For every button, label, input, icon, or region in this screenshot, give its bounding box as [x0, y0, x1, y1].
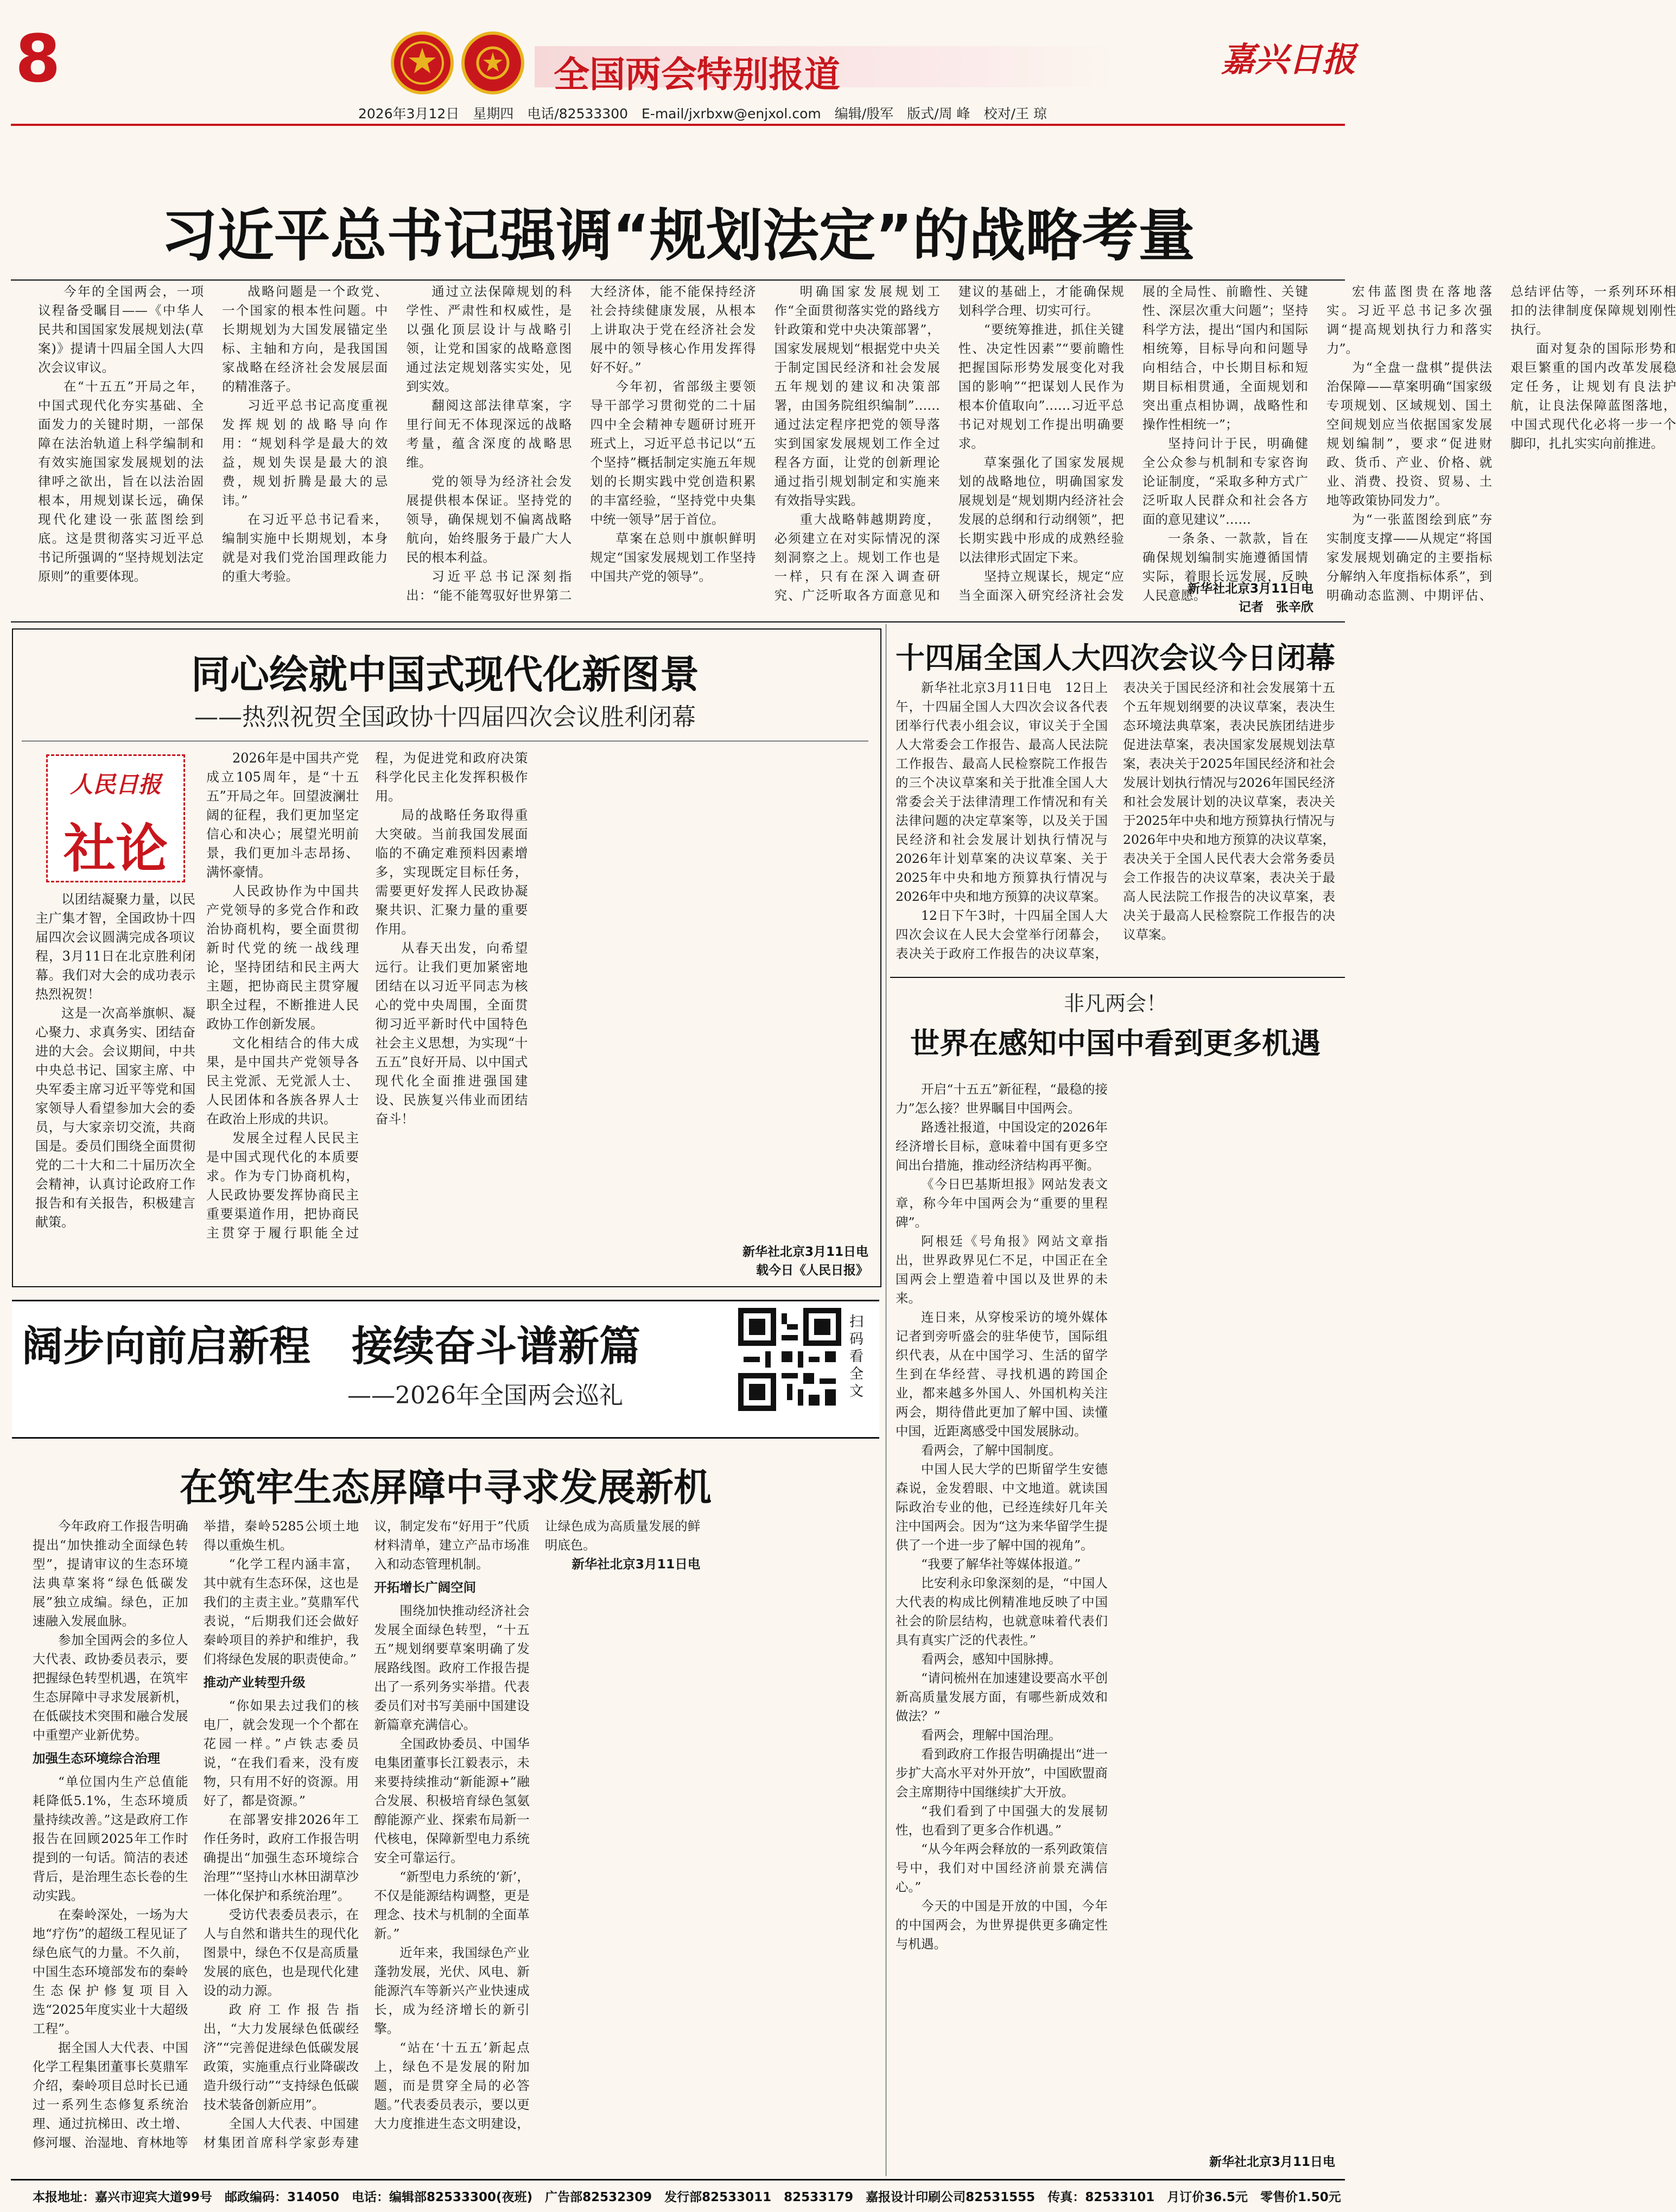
paragraph: “站在‘十五五’新起点上，绿色不是发展的附加题，而是贯穿全局的必答题。”代表委员表示，要以更大力度推进生态文明建设，让绿色成为高质量发展的鲜明底色。 [374, 1518, 701, 2131]
qr-label: 扫码看全文 [849, 1314, 864, 1400]
paragraph: 比安利永印象深刻的是，“中国人大代表的构成比例精准地反映了中国社会的阶层结构，也就意味着代表们具有真实广泛的代表性。” [896, 1575, 1108, 1648]
paragraph: 战略问题是一个政党、一个国家的根本性问题。中长期规划为大国发展锚定坐标、主轴和方向，是我国国家战略在经济社会发展层面的精准落子。 [222, 284, 388, 394]
editorial-subheadline: ——热烈祝贺全国政协十四届四次会议胜利闭幕 [194, 703, 696, 731]
paragraph: “要统筹推进，抓住关键性、决定性因素”“要前瞻性把握国际形势发展变化对我国的影响”“把谋划人民作为根本价值取向”……习近平总书记对规划工作提出明确要求。 [958, 322, 1124, 451]
paragraph: 围绕加快推动经济社会发展全面绿色转型，“十五五”规划纲要草案明确了发展路线图。政府工作报告提出了一系列务实举措。代表委员们对书写美丽中国建设新篇章充满信心。 [374, 1603, 530, 1732]
paragraph: 发展全过程人民民主是中国式现代化的本质要求。作为专门协商机构，人民政协要发挥协商民主重要渠道作用，把协商民主贯穿于履行职能全过程，为促进党和政府决策科学化民主化发挥积极作用。 [206, 751, 528, 1241]
paragraph: “请问梳州在加速建设要高水平创新高质量发展方面，有哪些新成效和做法？” [896, 1670, 1108, 1724]
paragraph: 阿根廷《号角报》网站文章指出，世界政界见仁不足，中国正在全国两会上塑造着中国以及世界的未来。 [896, 1234, 1108, 1306]
paragraph: 连日来，从穿梭采访的境外媒体记者到旁听盛会的驻华使节，国际组织代表，从在中国学习、生活的留学生到在华经营、寻找机遇的跨国企业，都来越多外国人、外国机构关注两会，期待借此更加了解中国、读懂中国，近距离感受中国发展脉动。 [896, 1310, 1108, 1439]
seal-label: 社论 [64, 818, 168, 879]
paragraph: 今天的中国是开放的中国，今年的中国两会，为世界提供更多确定性与机遇。 [896, 1898, 1108, 1952]
npc-body [896, 678, 1335, 971]
paper-logo: 嘉兴日报 [1221, 40, 1356, 79]
paragraph: 今年初，省部级主要领导干部学习贯彻党的二十届四中全会精神专题研讨班开班式上，习近平总书记以“五个坚持”概括制定实施五年规划的长期实践中党创造积累的丰富经验，“坚持党中央集中统一领导”居于首位。 [590, 379, 756, 527]
paragraph: 据全国人大代表、中国化学工程集团董事长莫鼎军介绍，秦岭项目总时长已通过一系列生态修复系统治理、通过抗梯田、改土增、修河堰、治湿地、育林地等举措，秦岭5285公顷土地得以重焕生机。 [33, 1518, 359, 2150]
qr-code[interactable] [738, 1308, 841, 1411]
world-kicker: 非凡两会！ [1063, 991, 1167, 1015]
paragraph: 今年的全国两会，一项议程备受瞩目——《中华人民共和国国家发展规划法(草案)》提请十四届全国人大四次会议审议。 [38, 284, 204, 375]
series-headline: 阔步向前启新程 接续奋斗谱新篇 [22, 1322, 640, 1370]
cppcc-emblem-icon [461, 31, 524, 94]
paragraph: 为“一张蓝图绘到底”夯实制度支撑——从规定“将国家发展规划确定的主要指标分解纳入年度指标体系”，到明确动态监测、中期评估、总结评估等，一系列环环相扣的法律制度保障规划刚性执行。 [1326, 284, 1676, 603]
paragraph: “我们看到了中国强大的发展韧性，也看到了更多合作机遇。” [896, 1803, 1108, 1838]
paragraph: 人民政协作为中国共产党领导的多党合作和政治协商机构，要全面贯彻新时代党的统一战线理论，坚持团结和民主两大主题，把协商民主贯穿履职全过程，不断推进人民政协工作创新发展。 [206, 883, 359, 1032]
paragraph: 习近平总书记高度重视发挥规划的战略导向作用：“规划科学是最大的效益，规划失误是最大的浪费，规划折腾是最大的忌讳。” [222, 398, 388, 508]
subhead: 加强生态环境综合治理 [33, 1751, 160, 1766]
page-number: 8 [15, 22, 61, 97]
paragraph: 看两会，感知中国脉搏。 [921, 1651, 1062, 1667]
seal-newspaper-name: 人民日报 [69, 771, 161, 798]
footer-info: 本报地址：嘉兴市迎宾大道99号 邮政编码：314050 电话：编辑部82533300(夜班) 广告部82532309 发行部82533011 82533179 嘉报设计印刷公司82531555 传真：82533101 月订价36.5元 零售价1.50元 [33, 2190, 1341, 2204]
paragraph: 坚持立规谋长，规定“应当全面深入研究经济社会发展的全局性、前瞻性、关键性、深层次重大问题”；坚持科学方法，提出“国内和国际相统筹，目标导向和问题导向相结合，中长期目标和短期目标相贯通，全面规划和突出重点相协调，战略性和操作性相统一”； [958, 284, 1308, 603]
world-headline: 世界在感知中国中看到更多机遇 [910, 1026, 1321, 1060]
paragraph: 全国政协委员、中国华电集团董事长江毅表示，未来要持续推动“新能源+”融合发展、积极培育绿色氢氨醇能源产业、探索布局新一代核电，保障新型电力系统安全可靠运行。 [374, 1736, 530, 1865]
paragraph: “我要了解华社等媒体报道。” [921, 1556, 1081, 1572]
paragraph: 草案在总则中旗帜鲜明规定“国家发展规划工作坚持中国共产党的领导”。 [590, 531, 756, 584]
editorial-seal [46, 754, 185, 882]
paragraph: 草案强化了国家发展规划的战略地位，明确国家发展规划是“规划期内经济社会发展的总纲和行动纲领”，把长期实践中形成的成熟经验以法律形式固定下来。 [958, 455, 1124, 565]
article1-headline: 习近平总书记强调“规划法定”的战略考量 [161, 202, 1195, 269]
paragraph: 面对复杂的国际形势和艰巨繁重的国内改革发展稳定任务，让规划有良法护航，让良法保障蓝图落地，中国式现代化必将一步一个脚印，扎扎实实向前推进。 [1510, 341, 1676, 451]
byline-source: 新华社北京3月11日电 [1187, 582, 1313, 596]
paragraph: 近年来，我国绿色产业蓬勃发展，光伏、风电、新能源汽车等新兴产业快速成长，成为经济增长的新引擎。 [374, 1945, 530, 2036]
paragraph: 受访代表委员表示，在人与自然和谐共生的现代化图景中，绿色不仅是高质量发展的底色，也是现代化建设的动力源。 [203, 1907, 359, 1998]
paragraph: 重大战略韩越期跨度，必须建立在对实际情况的深刻洞察之上。规划工作也是一样，只有在深入调查研究、广泛听取各方面意见和建议的基础上，才能确保规划科学合理、切实可行。 [774, 284, 1124, 603]
npc-headline: 十四届全国人大四次会议今日闭幕 [896, 641, 1335, 675]
world-body [896, 1080, 1335, 2152]
article1-rule [11, 279, 1345, 281]
masthead [0, 0, 1356, 125]
paragraph: “你如果去过我们的核电厂，就会发现一个个都在花园一样。”卢铁志委员说，“在我们看来，没有废物，只有用不好的资源。用好了，都是资源。” [203, 1698, 359, 1808]
paragraph: 全国人大代表、中国建材集团首席科学家彭寿建议，制定发布“好用于”代质材料清单，建立产品市场准入和动态管理机制。 [203, 1518, 530, 2150]
byline-author: 记者 张辛欣 [1239, 600, 1313, 614]
paragraph: 通过立法保障规划的科学性、严肃性和权威性，是以强化顶层设计与战略引领，让党和国家的战略意图通过法定规划落实实处，见到实效。 [406, 284, 572, 394]
series-subheadline: ——2026年全国两会巡礼 [347, 1382, 623, 1409]
paragraph: 在部署安排2026年工作任务时，政府工作报告明确提出“加强生态环境综合治理”“坚持山水林田湖草沙一体化保护和系统治理”。 [203, 1812, 359, 1903]
world-byline: 新华社北京3月11日电 [1209, 2155, 1335, 2169]
paragraph: 习近平总书记深刻指出：“能不能驾驭好世界第二大经济体，能不能保持经济社会持续健康发展，从根本上讲取决于党在经济社会发展中的领导核心作用发挥得好不好。” [406, 284, 756, 603]
editorial-byline [673, 1243, 868, 1280]
national-emblem-icon [391, 31, 454, 94]
paragraph: “单位国内生产总值能耗降低5.1%，生态环境质量持续改善。”这是政府工作报告在回顾2025年工作时提到的一句话。简洁的表述背后，是治理生态长卷的生动实践。 [33, 1774, 188, 1903]
paragraph: 为“全盘一盘棋”提供法治保障——草案明确“国家级专项规划、区域规划、国土空间规划应当依据国家发展规划编制”，要求“促进财政、货币、产业、价格、就业、消费、投资、贸易、土地等政策协同发力”。 [1326, 360, 1493, 508]
byline-reprint: 载今日《人民日报》 [756, 1263, 868, 1277]
paragraph: 一条条、一款款，旨在确保规划编制实施遵循国情实际，着眼长远发展，反映人民意愿。 [1142, 531, 1308, 603]
paragraph: “化学工程内涵丰富，其中就有生态环保，这也是我们的主责主业。”莫鼎军代表说，“后期我们还会做好秦岭项目的养护和维护，我们将绿色发展的职责使命。” [203, 1556, 359, 1667]
article4-headline: 在筑牢生态屏障中寻求发展新机 [180, 1465, 712, 1510]
paragraph: 看两会，理解中国治理。 [921, 1727, 1062, 1743]
paragraph: 以团结凝聚力量，以民主广集才智，全国政协十四届四次会议圆满完成各项议程，3月11日在北京胜利闭幕。我们对大会的成功表示热烈祝贺！ [35, 892, 195, 1002]
paragraph: 在秦岭深处，一场为大地“疗伤”的超级工程见证了绿色底气的力量。不久前，中国生态环境部发布的秦岭生态保护修复项目入选“2025年度实业十大超级工程”。 [33, 1907, 188, 2036]
paragraph: 2026年是中国共产党成立105周年，是“十五五”开局之年。回望波澜壮阔的征程，我们更加坚定信心和决心；展望光明前景，我们更加斗志昂扬、满怀豪情。 [206, 751, 359, 880]
article4-body [33, 1517, 871, 2171]
dateline: 2026年3月12日 星期四 电话/82533300 E-mail/jxrbxw@enjxol.com 编辑/殷军 版式/周 峰 校对/王 琼 [358, 106, 1047, 122]
article1-body [38, 282, 1676, 619]
paragraph: 开启“十五五”新征程，“最稳的接力”怎么接？世界瞩目中国两会。 [896, 1082, 1108, 1116]
paragraph: 在“十五五”开局之年，中国式现代化夯实基础、全面发力的关键时期，一部保障在法治轨道上科学编制和有效实施国家发展规划的法律呼之欲出，旨在以法治固根本，用规划谋长远，确保现代化建设一张蓝图绘到底。这是贯彻落实习近平总书记所强调的“坚持规划法定原则”的重要体现。 [38, 379, 204, 584]
paragraph: 在习近平总书记看来，编制实施中长期规划，本身就是对我们党治国理政能力的重大考验。 [222, 512, 388, 584]
paragraph: “从今年两会释放的一系列政策信号中，我们对中国经济前景充满信心。” [896, 1841, 1108, 1895]
masthead-rule [11, 124, 1345, 126]
paragraph: 坚持问计于民，明确健全公众参与机制和专家咨询论证制度，“采取多种方式广泛听取人民群众和社会各方面的意见建议”…… [1142, 436, 1308, 527]
footer-rule [11, 2179, 1345, 2181]
paragraph: “新型电力系统的‘新’，不仅是能源结构调整，更是理念、技术与机制的全面革新。” [374, 1869, 530, 1941]
banner-title: 全国两会特别报道 [554, 54, 840, 96]
paragraph: 党的领导为经济社会发展提供根本保证。坚持党的领导，确保规划不偏离战略航向，始终服务于最广大人民的根本利益。 [406, 474, 572, 565]
byline-source: 新华社北京3月11日电 [742, 1245, 868, 1259]
paragraph: 政府工作报告指出，“大力发展绿色低碳经济”“完善促进绿色低碳发展政策，实施重点行业降碳改造升级行动”“支持绿色低碳技术装备创新应用”。 [203, 2002, 359, 2112]
paragraph: 看两会，了解中国制度。 [921, 1442, 1062, 1458]
paragraph: 新华社北京3月11日电 12日上午，十四届全国人大四次会议各代表团举行代表小组会议，审议关于全国人大常委会工作报告、最高人民法院工作报告、最高人民检察院工作报告的三个决议草案和关于批准全国人大常委会关于法律清理工作情况和有关法律问题的决定草案等，以及关于国民经济和社会发展计划执行情况与2026年计划草案的决议草案、关于2025年中央和地方预算执行情况与2026年中央和地方预算的决议草案。 [896, 680, 1108, 904]
paragraph: 今年政府工作报告明确提出“加快推动全面绿色转型”，提请审议的生态环境法典草案将“绿色低碳发展”独立成编。绿色，正加速融入发展血脉。 [33, 1518, 188, 1629]
paragraph: 《今日巴基斯坦报》网站发表文章，称今年中国两会为“重要的里程碑”。 [896, 1177, 1108, 1230]
subhead: 开拓增长广阔空间 [374, 1580, 477, 1595]
paragraph: 局的战略任务取得重大突破。当前我国发展面临的不确定难预料因素增多，实现既定目标任务，需要更好发挥人民政协凝聚共识、汇聚力量的重要作用。 [375, 808, 528, 937]
section-rule [11, 621, 1345, 622]
article4-byline: 新华社北京3月11日电 [572, 1556, 701, 1572]
paragraph: 宏伟蓝图贵在落地落实。习近平总书记多次强调“提高规划执行力和落实力”。 [1326, 284, 1493, 356]
paragraph: 路透社报道，中国设定的2026年经济增长目标，意味着中国有更多空间出台措施，推动经济结构再平衡。 [896, 1120, 1108, 1173]
paragraph: 参加全国两会的多位人大代表、政协委员表示，要把握绿色转型机遇，在筑牢生态屏障中寻求发展新机，在低碳技术突围和融合发展中重塑产业新优势。 [33, 1632, 188, 1743]
subhead: 推动产业转型升级 [203, 1675, 306, 1690]
article1-byline [1118, 580, 1313, 616]
editorial-headline: 同心绘就中国式现代化新图景 [191, 652, 699, 697]
paragraph: 这是一次高举旗帜、凝心聚力、求真务实、团结奋进的大会。会议期间，中共中央总书记、国家主席、中央军委主席习近平等党和国家领导人看望参加大会的委员，与大家亲切交流，共商国是。委员们围绕全面贯彻党的二十大和二十届历次全会精神，认真讨论政府工作报告和有关报告，积极建言献策。 [35, 1006, 195, 1230]
paragraph: 中国人民大学的巴斯留学生安德森说，金发碧眼、中文地道。就读国际政治专业的他，已经连续好几年关注中国两会。因为“这为来华留学生提供了一个进一步了解中国的视角”。 [896, 1461, 1108, 1553]
npc-rule [890, 977, 1345, 978]
editorial-body [206, 749, 866, 1259]
paragraph: 12日下午3时，十四届全国人大四次会议在人民大会堂举行闭幕会，表决关于政府工作报告的决议草案，表决关于国民经济和社会发展第十五个五年规划纲要的决议草案，表决生态环境法典草案，表决民族团结进步促进法草案，表决国家发展规划法草案，表决关于2025年国民经济和社会发展计划执行情况与2026年国民经济和社会发展计划的决议草案，表决关于2025年中央和地方预算执行情况与2026年中央和地方预算的决议草案，表决关于全国人民代表大会常务委员会工作报告的决议草案，表决关于最高人民法院工作报告的决议草案，表决关于最高人民检察院工作报告的决议草案。 [896, 680, 1335, 961]
paragraph: 从春天出发，向希望远行。让我们更加紧密地团结在以习近平同志为核心的党中央周围，全面贯彻习近平新时代中国特色社会主义思想，为实现“十五五”良好开局、以中国式现代化全面推进强国建设、民族复兴伟业而团结奋斗！ [375, 940, 528, 1127]
paragraph: 文化相结合的伟大成果，是中国共产党领导各民主党派、无党派人士、人民团体和各族各界人士在政治上形成的共识。 [206, 1035, 359, 1127]
paragraph: 翻阅这部法律草案，字里行间无不体现深远的战略考量，蕴含深度的战略思维。 [406, 398, 572, 470]
paragraph: 看到政府工作报告明确提出“进一步扩大高水平对外开放”，中国欧盟商会主席期待中国继续扩大开放。 [896, 1746, 1108, 1800]
paragraph: 明确国家发展规划工作“全面贯彻落实党的路线方针政策和党中央决策部署”，国家发展规划“根据党中央关于制定国民经济和社会发展五年规划的建议和决策部署，由国务院组织编制”……通过法定程序把党的领导落实到国家发展规划工作全过程各方面，让党的创新理论通过指引规划制定和实施来有效指导实践。 [774, 284, 940, 508]
editorial-body-narrow [35, 890, 195, 1270]
